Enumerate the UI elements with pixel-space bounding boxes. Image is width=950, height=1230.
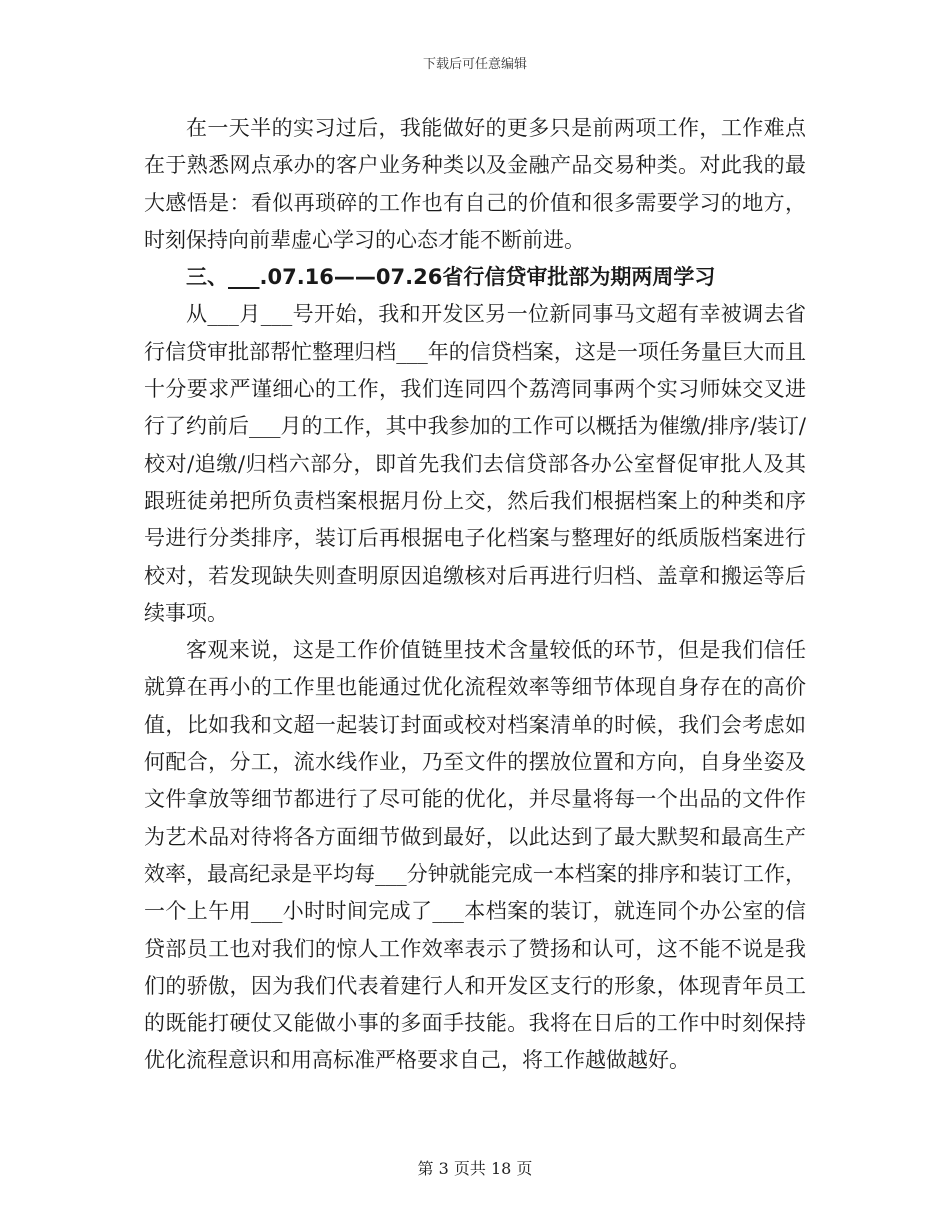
section-heading: 三、___.07.16——07.26省行信贷审批部为期两周学习 [186,265,716,290]
page-footer: 第 3 页共 18 页 [417,1159,533,1178]
page-header: 下载后可任意编辑 [422,57,527,72]
paragraph-work-value: 客观来说，这是工作价值链里技术含量较低的环节，但是我们信任就算在再小的工作里也能通过优化流程效率等细节体现自身存在的高价值，比如我和文超一起装订封面或校对档案清单的时候，我们会考虑如何配合，分工，流水线作业，乃至文件的摆放位置和方向，自身坐姿及文件拿放等细节都进行了尽可能的优化，并尽量将每一个出品的文件作为艺术品对待将各方面细节做到最好，以此达到了最大默契和最高生产效率，最高纪录是平均每___分钟就能完成一本档案的排序和装订工作，一个上午用___小时时间完成了___本档案的装订，就连同个办公室的信贷部员工也对我们的惊人工作效率表示了赞扬和认可，这不能不说是我们的骄傲，因为我们代表着建行人和开发区支行的形象，体现青年员工的既能打硬仗又能做小事的多面手技能。我将在日后的工作中时刻保持优化流程意识和用高标准严格要求自己，将工作越做越好。 [144,638,806,1073]
document-body [144,110,806,1080]
paragraph-internship-reflection: 在一天半的实习过后，我能做好的更多只是前两项工作，工作难点在于熟悉网点承办的客户业务种类以及金融产品交易种类。对此我的最大感悟是：看似再琐碎的工作也有自己的价值和很多需要学习的地方，时刻保持向前辈虚心学习的心态才能不断前进。 [144,116,806,252]
paragraph-archive-work: 从___月___号开始，我和开发区另一位新同事马文超有幸被调去省行信贷审批部帮忙整理归档___年的信贷档案，这是一项任务量巨大而且十分要求严谨细心的工作，我们连同四个荔湾同事两个实习师妹交叉进行了约前后___月的工作，其中我参加的工作可以概括为催缴/排序/装订/校对/追缴/归档六部分，即首先我们去信贷部各办公室督促审批人及其跟班徒弟把所负责档案根据月份上交，然后我们根据档案上的种类和序号进行分类排序，装订后再根据电子化档案与整理好的纸质版档案进行校对，若发现缺失则查明原因追缴核对后再进行归档、盖章和搬运等后续事项。 [144,302,806,625]
